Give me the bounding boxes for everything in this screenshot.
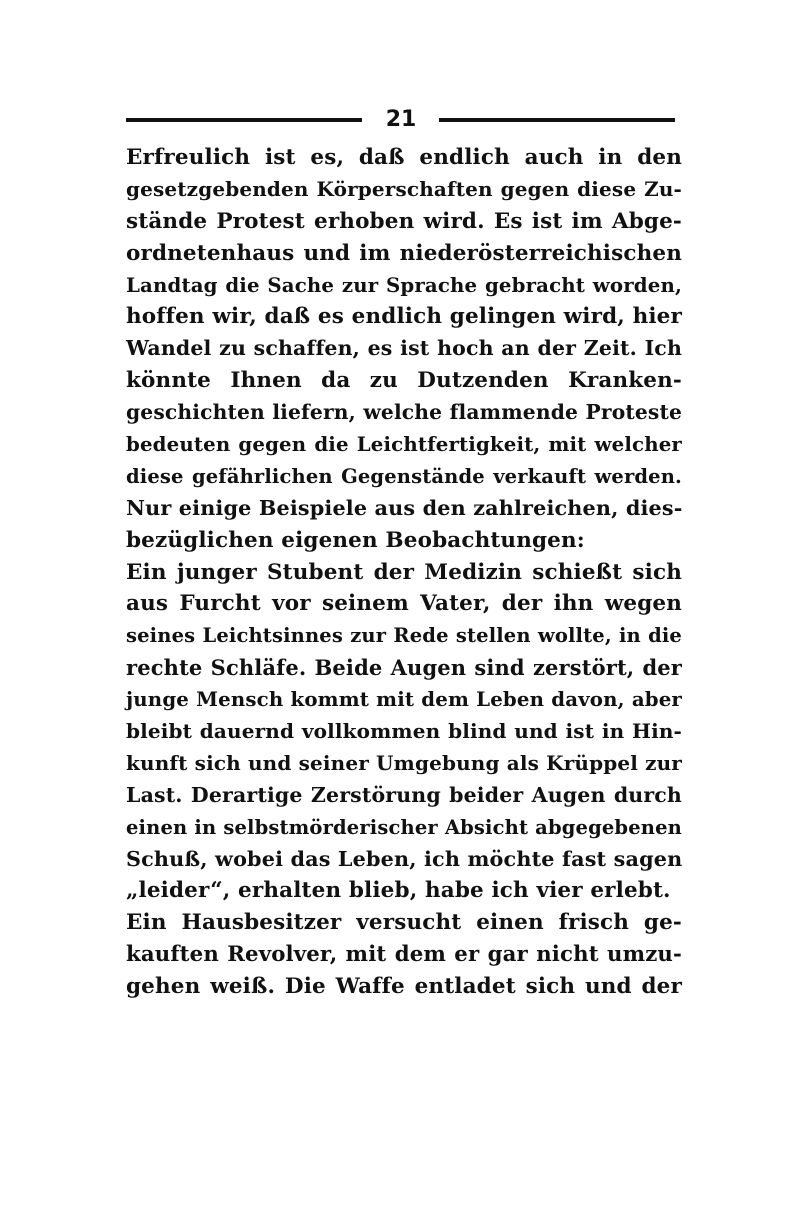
text-line: „leider“, erhalten blieb, habe ich vier erlebt.	[126, 878, 671, 904]
text-line: stände Protest erhoben wird. Es ist im Abge-	[126, 208, 682, 234]
text-line: Wandel zu schaffen, es ist hoch an der Zeit. Ich	[126, 336, 682, 361]
text-line: seines Leichtsinnes zur Rede stellen wollte, in die	[126, 624, 682, 648]
text-line: Last. Derartige Zerstörung beider Augen durch	[126, 782, 682, 807]
text-line: einen in selbstmörderischer Absicht abgegebenen	[126, 815, 682, 839]
text-line: bedeuten gegen die Leichtfertigkeit, mit welcher	[126, 432, 682, 457]
text-line: rechte Schläfe. Beide Augen sind zerstört, der	[126, 655, 682, 681]
text-line: Schuß, wobei das Leben, ich möchte fast sagen	[126, 846, 683, 871]
header-rule-right	[439, 118, 675, 122]
text-line: könnte Ihnen da zu Dutzenden Kranken-	[126, 368, 682, 394]
text-line: gehen weiß. Die Waffe entladet sich und der	[126, 974, 682, 1000]
text-line: Ein junger Stubent der Medizin schießt sich	[126, 559, 682, 585]
text-line: Nur einige Beispiele aus den zahlreichen, dies-	[126, 495, 683, 520]
page-number: 21	[385, 107, 417, 132]
text-line: bleibt dauernd vollkommen blind und ist in Hin-	[126, 719, 682, 744]
text-line: hoffen wir, daß es endlich gelingen wird, hier	[126, 304, 682, 330]
header-rule-left	[126, 118, 362, 122]
text-line: Ein Hausbesitzer versucht einen frisch ge-	[126, 910, 682, 936]
text-line: ordnetenhaus und im niederösterreichischen	[126, 240, 682, 266]
text-line: kauften Revolver, mit dem er gar nicht umzu-	[126, 942, 682, 968]
text-line: kunft sich und seiner Umgebung als Krüppel zur	[126, 750, 682, 775]
text-line: Landtag die Sache zur Sprache gebracht worden,	[126, 272, 682, 297]
text-line: aus Furcht vor seinem Vater, der ihn wegen	[126, 591, 682, 617]
text-line: Erfreulich ist es, daß endlich auch in den	[126, 145, 682, 170]
text-line: diese gefährlichen Gegenstände verkauft werden.	[126, 464, 682, 488]
text-line: gesetzgebenden Körperschaften gegen diese Zu-	[126, 176, 682, 201]
text-line: junge Mensch kommt mit dem Leben davon, aber	[126, 687, 682, 712]
text-line: bezüglichen eigenen Beobachtungen:	[126, 527, 585, 553]
text-line: geschichten liefern, welche flammende Proteste	[126, 400, 682, 425]
body-text	[126, 142, 682, 1003]
page-header	[0, 108, 801, 138]
